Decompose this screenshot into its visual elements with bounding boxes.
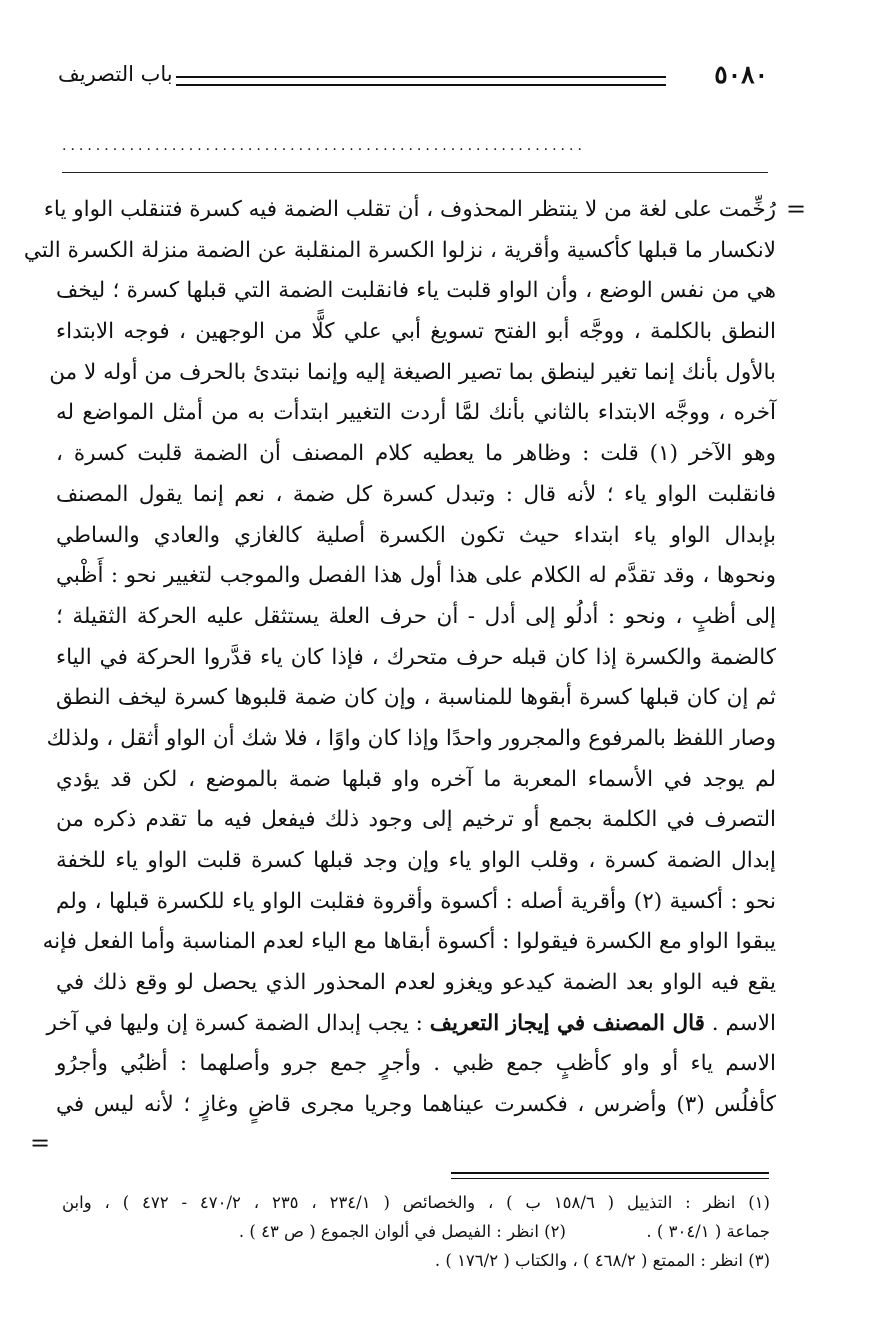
footnote-3: (٣) انظر : الممتع ( ٤٦٨/٢ ) ، والكتاب ( ١٧٦/٢ ) . [434, 1251, 770, 1270]
footnotes [62, 1188, 770, 1275]
text-line: يقع فيه الواو بعد الضمة كيدعو ويغزو لعدم المحذور الذي يحصل لو وقع ذلك في [56, 970, 776, 996]
footnote-row-2 [62, 1217, 770, 1246]
text-segment: : يجب إبدال الضمة كسرة إن وليها في آخر [46, 1010, 430, 1036]
text-line: إبدال الضمة كسرة ، وقلب الواو ياء وإن وجد قبلها كسرة قلبت الواو ياء للخفة [56, 848, 776, 873]
text-line: النطق بالكلمة ، ووجَّه أبو الفتح تسويغ أبي علي كلًّا من الوجهين ، فوجه الابتداء [56, 319, 776, 345]
main-text-body [23, 190, 776, 1126]
text-line: بالأول بأنك إنما تغير لينطق بما تصير الصيغة إليه وإنما نبتدئ بالحرف من أوله لا من [49, 359, 776, 385]
continuation-mark-start: = [786, 195, 807, 223]
text-line: لم يوجد في الأسماء المعربة ما آخره واو قبلها ضمة بالموضع ، لكن قد يؤدي [56, 766, 776, 792]
footnote-1: (١) انظر : التذييل ( ١٥٨/٦ ب ) ، والخصائص ( ٢٣٤/١ ، ٢٣٥ ، ٤٧٠/٢ - ٤٧٢ ) ، وابن [62, 1193, 770, 1212]
text-line: لانكسار ما قبلها كأكسية وأقرية ، نزلوا الكسرة المنقلبة عن الضمة منزلة الكسرة التي [23, 237, 776, 263]
text-line: إلى أظبٍ ، ونحو : أدلُو إلى أدل - أن حرف العلة يستثقل عليه الحركة الثقيلة ؛ [56, 603, 776, 629]
text-line: فانقلبت الواو ياء ؛ لأنه قال : وتبدل كسرة كل ضمة ، نعم إنما يقول المصنف [56, 481, 776, 507]
text-line: ونحوها ، وقد تقدَّم له الكلام على هذا أول هذا الفصل والموجب لتغيير نحو : أَظْبي [56, 563, 776, 589]
text-line: آخره ، ووجَّه الابتداء بالثاني بأنك لمَّا أردت التغيير ابتدأت به من أمثل المواضع له [56, 400, 776, 426]
text-line: رُخِّمت على لغة من لا ينتظر المحذوف ، أن تقلب الضمة فيه كسرة فتنقلب الواو ياء [43, 197, 776, 222]
dotted-separator: .............................................................. [62, 138, 586, 154]
page-number: ٥٠٨٠ [714, 60, 768, 89]
continuation-mark-end: = [30, 1129, 51, 1157]
text-line: وهو الآخر (١) قلت : وظاهر ما يعطيه كلام المصنف أن الضمة قلبت كسرة ، [56, 441, 776, 467]
footnote-2: (٢) انظر : الفيصل في ألوان الجموع ( ص ٤٣ ) . [238, 1222, 566, 1241]
text-line: كأفلُس (٣) وأضرس ، فكسرت عيناهما وجريا مجرى قاضٍ وغازٍ ؛ لأنه ليس في [56, 1092, 776, 1118]
top-rule [62, 172, 768, 173]
text-line: التصرف في الكلمة بجمع أو ترخيم إلى وجود ذلك فيفعل فيه ما تقدم ذكره من [56, 807, 776, 833]
text-segment: الاسم . [704, 1010, 776, 1036]
header-double-rule [176, 76, 666, 86]
text-line: كالضمة والكسرة إذا كان قبله حرف متحرك ، فإذا كان ياء قدَّروا الحركة في الياء [56, 644, 776, 670]
page-header [58, 60, 768, 96]
text-line: وصار اللفظ بالمرفوع والمجرور واحدًا وإذا كان واوًا ، فلا شك أن الواو أثقل ، ولذلك [46, 725, 776, 751]
text-line: نحو : أكسية (٢) وأقرية أصله : أكسوة وأقروة فقلبت الواو ياء للكسرة قبلها ، ولم [56, 888, 776, 914]
text-line: هي من نفس الوضع ، وأن الواو قلبت ياء فانقلبت الضمة التي قبلها كسرة ؛ ليخف [56, 278, 776, 304]
text-line [46, 1004, 776, 1045]
footnote-rule [451, 1172, 769, 1179]
text-line: بإبدال الواو ياء ابتداء حيث تكون الكسرة أصلية كالغازي والعادي والساطي [56, 522, 776, 548]
text-line: الاسم ياء أو واو كأظبٍ جمع ظبي . وأجرٍ جمع جرو وأصلهما : أظبُي وأجرُو [56, 1051, 776, 1077]
chapter-title: باب التصريف [58, 62, 173, 86]
text-line: ثم إن كان قبلها كسرة أبقوها للمناسبة ، وإن كان ضمة قلبوها كسرة ليخف النطق [56, 685, 776, 711]
bold-heading-phrase: قال المصنف في إيجاز التعريف [429, 1010, 705, 1036]
footnote-1-continued: جماعة ( ٣٠٤/١ ) . [646, 1222, 770, 1241]
text-line: يبقوا الواو مع الكسرة فيقولوا : أكسوة أبقاها مع الياء لعدم المناسبة وأما الفعل فإنه [42, 929, 776, 955]
